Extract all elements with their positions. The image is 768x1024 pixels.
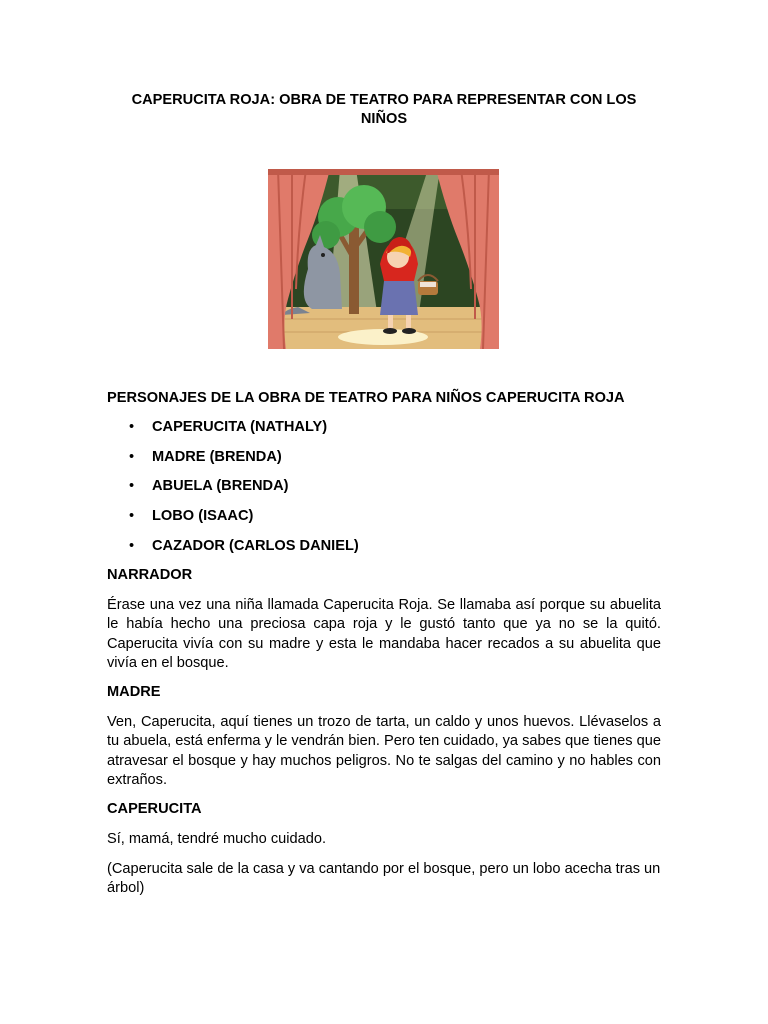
bullet: • (129, 508, 135, 525)
list-item (107, 537, 359, 567)
list-item (107, 507, 359, 537)
characters-heading: PERSONAJES DE LA OBRA DE TEATRO PARA NIÑOS CAPERUCITA ROJA (107, 390, 625, 406)
bullet: • (129, 448, 135, 465)
character-name: MADRE (BRENDA) (152, 448, 282, 465)
character-name: LOBO (ISAAC) (152, 508, 254, 525)
characters-list (107, 418, 359, 566)
bullet: • (129, 537, 135, 554)
caperucita-text: Sí, mamá, tendré mucho cuidado. (107, 831, 327, 847)
character-name: CAZADOR (CARLOS DANIEL) (152, 537, 359, 554)
madre-text: Ven, Caperucita, aquí tienes un trozo de tarta, un caldo y unos huevos. Llévaselos a tu abuela, está enferma y le vendrán bien. Pero ten cuidado, ya sabes que tienes que atravesar el bosque y hay muchos peligros. No te salgas del camino y no hables con extraños. (107, 714, 661, 788)
bullet: • (129, 419, 135, 435)
narrador-text: Érase una vez una niña llamada Caperucita Roja. Se llamaba así porque su abuelita le había hecho una preciosa capa roja y le gustó tanto que ya no se la quitó. Caperucita vivía con su madre y esta le mandaba hacer recados a su abuelita que vivía en el bosque. (107, 597, 661, 671)
bullet: • (129, 478, 135, 495)
speaker-narrador: NARRADOR (107, 567, 193, 583)
list-item (107, 477, 359, 507)
character-name: CAPERUCITA (NATHALY) (152, 419, 328, 435)
list-item (107, 418, 359, 448)
stage-direction: (Caperucita sale de la casa y va cantando por el bosque, pero un lobo acecha tras un árbol) (107, 861, 661, 897)
speaker-madre: MADRE (107, 684, 161, 700)
document-title: CAPERUCITA ROJA: OBRA DE TEATRO PARA REPRESENTAR CON LOS NIÑOS (131, 92, 637, 127)
character-name: ABUELA (BRENDA) (152, 478, 289, 495)
list-item (107, 448, 359, 478)
speaker-caperucita: CAPERUCITA (107, 801, 202, 817)
stage-illustration (268, 169, 499, 349)
